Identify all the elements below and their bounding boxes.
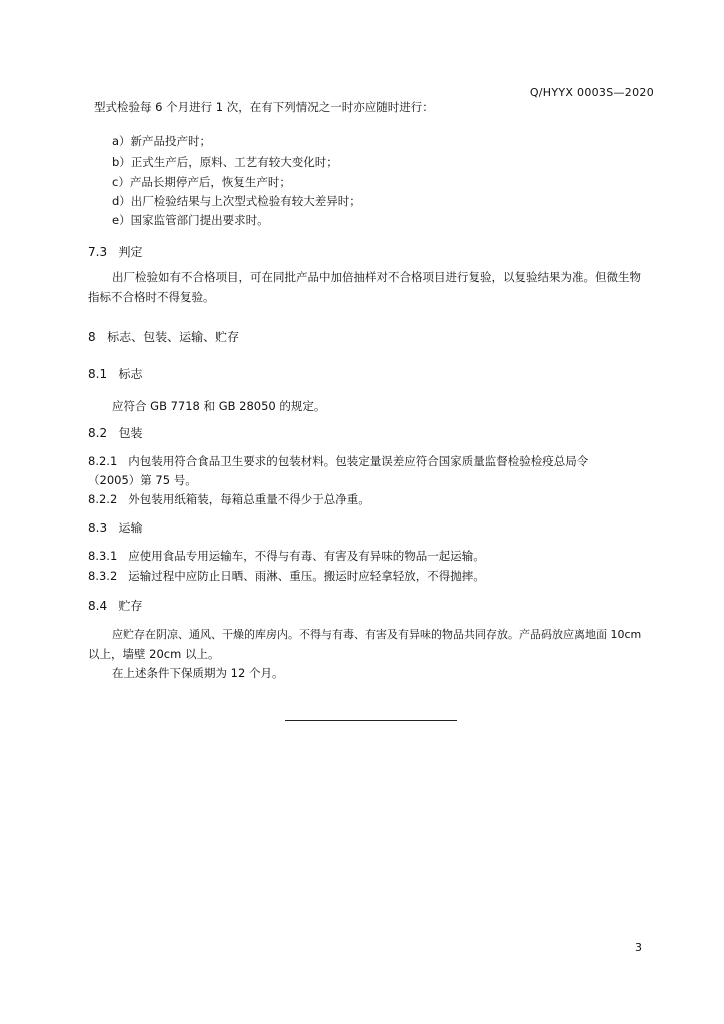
type-inspection-item-b: b）正式生产后，原料、工艺有较大变化时； (112, 155, 338, 169)
clause-number: 8.2.2 (88, 492, 118, 506)
section-8-heading (88, 329, 239, 345)
storage-paragraph-line2: 以上，墙壁 20cm 以上。 (88, 647, 220, 661)
standard-code: Q/HYYX 0003S—2020 (529, 86, 654, 99)
section-number: 8.2 (88, 426, 108, 440)
packaging-item-8-2-2 (88, 491, 370, 507)
type-inspection-item-e: e）国家监管部门提出要求时。 (112, 213, 269, 227)
packaging-item-8-2-1-continued: （2005）第 75 号。 (88, 473, 197, 487)
storage-paragraph-line1: 应贮存在阴凉、通风、干燥的库房内。不得与有毒、有害及有异味的物品共同存放。产品码放应离地面 10cm (112, 628, 642, 641)
section-number: 8 (88, 330, 96, 344)
marking-text: 应符合 GB 7718 和 GB 28050 的规定。 (112, 399, 326, 413)
type-inspection-item-c: c）产品长期停产后，恢复生产时； (112, 175, 291, 189)
judgement-paragraph-line2: 指标不合格时不得复验。 (88, 290, 215, 304)
type-inspection-intro: 型式检验每 6 个月进行 1 次，在有下列情况之一时亦应随时进行： (94, 100, 434, 114)
page-number: 3 (635, 941, 642, 954)
section-number: 8.4 (88, 599, 108, 613)
section-8-3-heading (88, 520, 143, 536)
clause-text: 运输过程中应防止日晒、雨淋、重压。搬运时应轻拿轻放，不得抛摔。 (128, 569, 485, 583)
section-title: 包装 (118, 426, 143, 440)
section-title: 运输 (118, 521, 143, 535)
shelf-life-text: 在上述条件下保质期为 12 个月。 (112, 666, 284, 680)
clause-text: 外包装用纸箱装，每箱总重量不得少于总净重。 (128, 492, 370, 506)
type-inspection-item-a: a）新产品投产时； (112, 134, 212, 148)
clause-number: 8.3.2 (88, 569, 118, 583)
clause-text: 应使用食品专用运输车，不得与有毒、有害及有异味的物品一起运输。 (128, 549, 485, 563)
section-8-4-heading (88, 598, 143, 614)
section-title: 判定 (118, 245, 143, 259)
clause-number: 8.2.1 (88, 454, 118, 468)
transport-item-8-3-1 (88, 548, 485, 564)
judgement-paragraph-line1: 出厂检验如有不合格项目，可在同批产品中加倍抽样对不合格项目进行复验，以复验结果为准。但微生物 (112, 270, 641, 284)
section-number: 7.3 (88, 245, 108, 259)
section-number: 8.1 (88, 367, 108, 381)
section-7-3-heading (88, 244, 143, 260)
end-divider (285, 720, 457, 721)
section-title: 标志、包装、运输、贮存 (107, 330, 240, 344)
section-number: 8.3 (88, 521, 108, 535)
clause-number: 8.3.1 (88, 549, 118, 563)
packaging-item-8-2-1 (88, 453, 588, 469)
transport-item-8-3-2 (88, 568, 485, 584)
type-inspection-item-d: d）出厂检验结果与上次型式检验有较大差异时； (112, 194, 361, 208)
section-title: 贮存 (118, 599, 143, 613)
clause-text: 内包装用符合食品卫生要求的包装材料。包装定量误差应符合国家质量监督检验检疫总局令 (128, 454, 589, 468)
section-title: 标志 (118, 367, 143, 381)
section-8-2-heading (88, 425, 143, 441)
section-8-1-heading (88, 366, 143, 382)
